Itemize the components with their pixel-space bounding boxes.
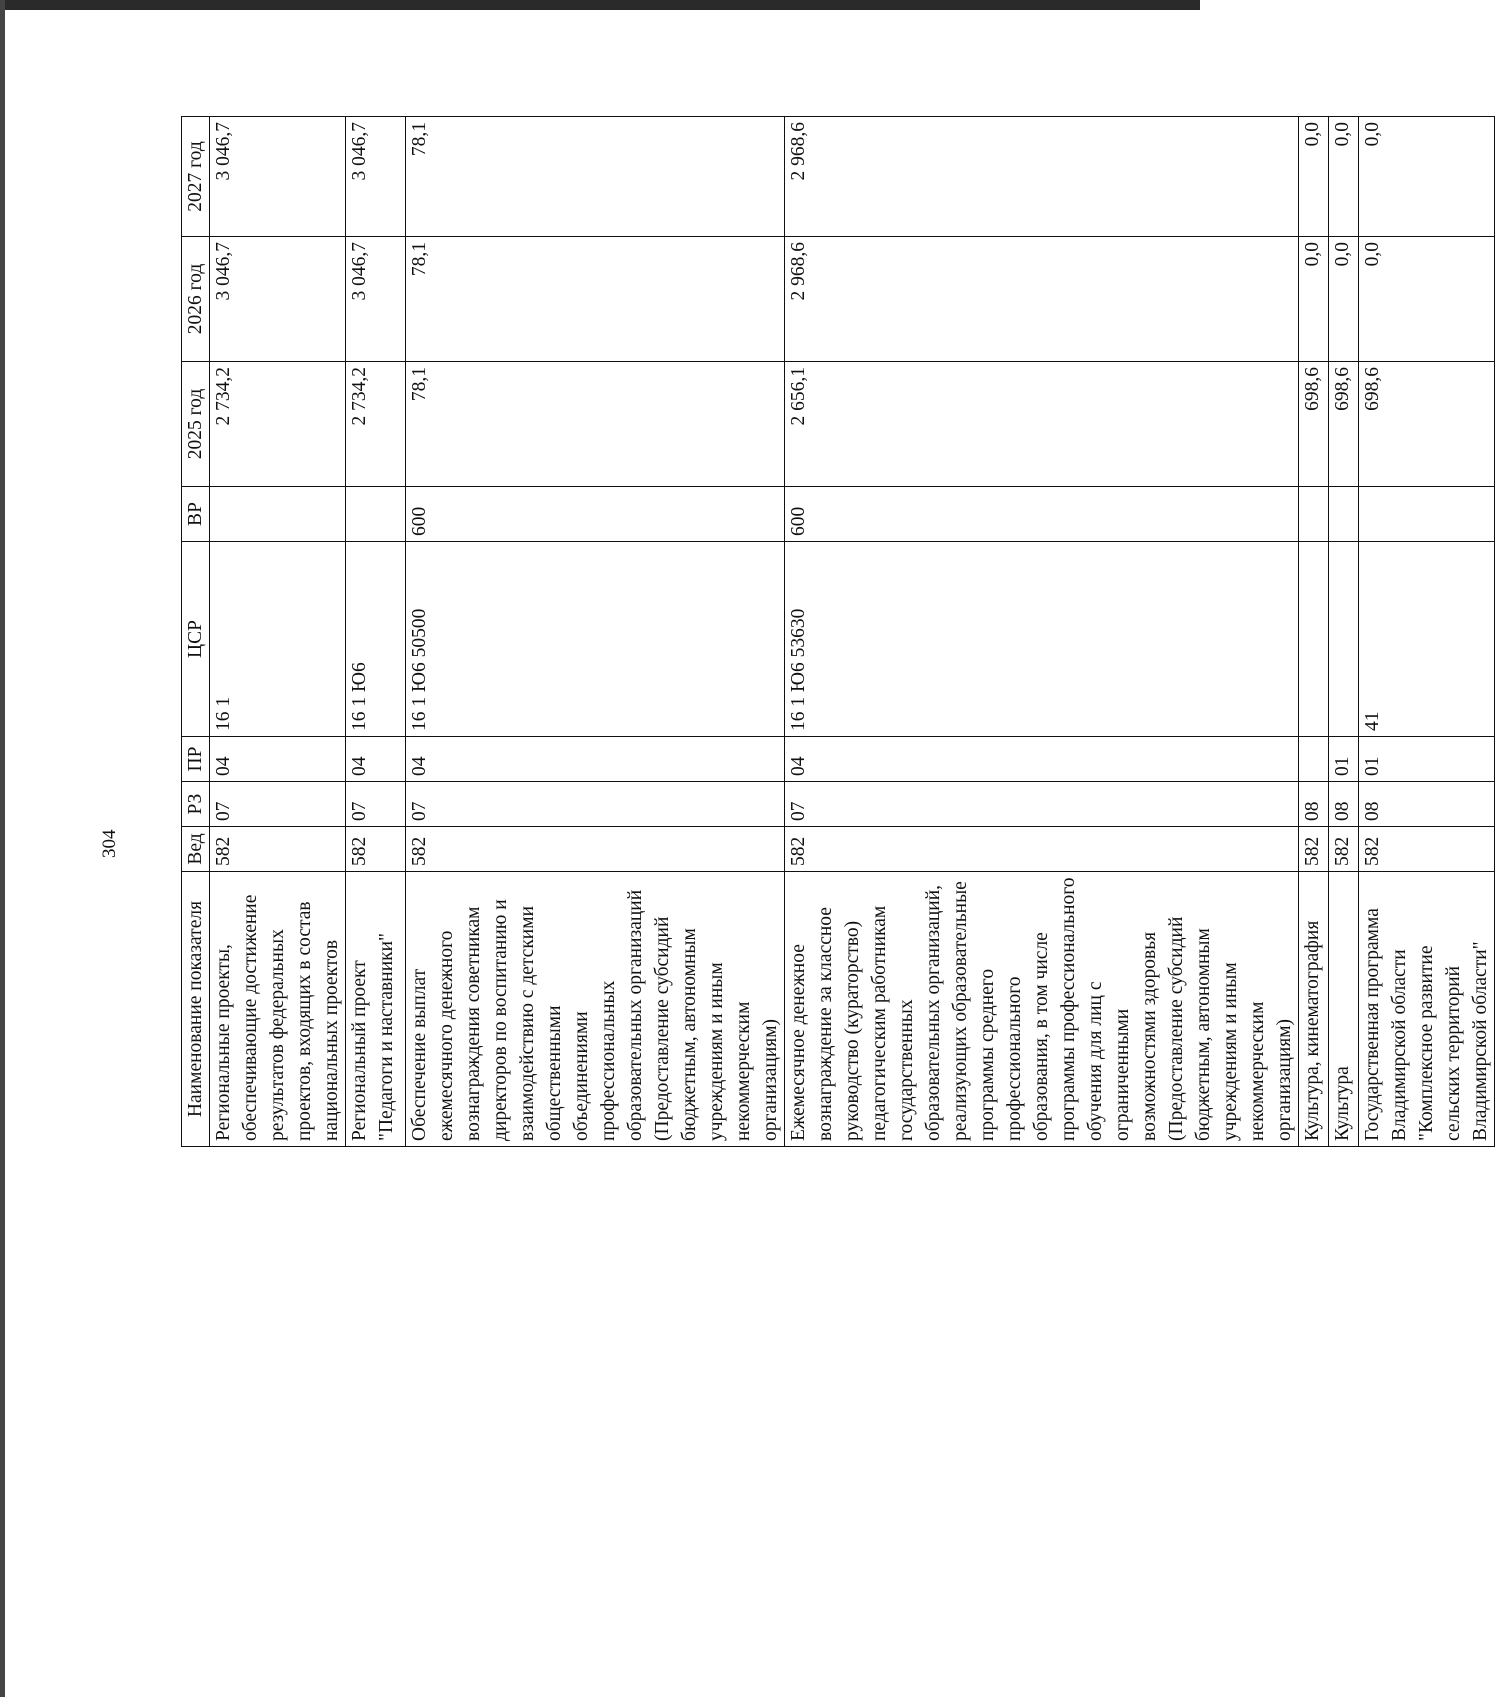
row-csr: 16 1 Ю6 50500 xyxy=(406,542,785,737)
row-value-2026: 2 968,6 xyxy=(785,237,1299,362)
row-rz: 07 xyxy=(210,782,346,827)
row-csr xyxy=(1299,542,1329,737)
row-ved: 582 xyxy=(785,827,1299,872)
header-pr: ПР xyxy=(182,737,210,782)
row-rz: 07 xyxy=(785,782,1299,827)
row-csr: 16 1 Ю6 xyxy=(346,542,406,737)
row-value-2026: 78,1 xyxy=(406,237,785,362)
row-vr xyxy=(1359,487,1495,542)
row-vr xyxy=(1329,487,1359,542)
row-ved: 582 xyxy=(210,827,346,872)
row-csr: 41 xyxy=(1359,542,1495,737)
row-value-2026: 0,0 xyxy=(1359,237,1495,362)
header-rz: РЗ xyxy=(182,782,210,827)
row-value-2027: 3 046,7 xyxy=(210,117,346,237)
table-header-row xyxy=(182,117,210,1147)
row-rz: 07 xyxy=(346,782,406,827)
row-pr: 01 xyxy=(1359,737,1495,782)
row-value-2027: 0,0 xyxy=(1299,117,1329,237)
row-name: Ежемесячное денежное вознаграждение за классное руководство (кураторство) педагогическим работникам государственных образовательных организаций, реализующих образовательные программы среднего профессионального образования, в том числе программы профессионального обучения для лиц с ограниченными возможностями здоровья (Предоставление субсидий бюджетным, автономным учреждениям и иным некоммерческим организациям) xyxy=(785,872,1299,1147)
row-csr: 16 1 xyxy=(210,542,346,737)
header-2025: 2025 год xyxy=(182,362,210,487)
header-ved: Вед xyxy=(182,827,210,872)
row-pr: 04 xyxy=(406,737,785,782)
scan-edge-top xyxy=(0,0,1200,10)
row-value-2025: 698,6 xyxy=(1359,362,1495,487)
row-name: Государственная программа Владимирской области "Комплексное развитие сельских территорий Владимирской области" xyxy=(1359,872,1495,1147)
row-value-2027: 0,0 xyxy=(1359,117,1495,237)
row-name: Региональные проекты, обеспечивающие достижение результатов федеральных проектов, входящих в состав национальных проектов xyxy=(210,872,346,1147)
row-value-2025: 2 656,1 xyxy=(785,362,1299,487)
row-value-2027: 78,1 xyxy=(406,117,785,237)
row-csr: 16 1 Ю6 53630 xyxy=(785,542,1299,737)
row-pr: 01 xyxy=(1329,737,1359,782)
rotated-table-container xyxy=(181,117,1491,1147)
row-pr: 04 xyxy=(210,737,346,782)
row-vr xyxy=(210,487,346,542)
row-value-2026: 0,0 xyxy=(1299,237,1329,362)
table-row xyxy=(1299,117,1329,1147)
row-rz: 08 xyxy=(1299,782,1329,827)
header-csr: ЦСР xyxy=(182,542,210,737)
row-value-2025: 698,6 xyxy=(1299,362,1329,487)
row-vr xyxy=(1299,487,1329,542)
row-rz: 08 xyxy=(1359,782,1495,827)
budget-table xyxy=(181,116,1495,1147)
row-value-2027: 2 968,6 xyxy=(785,117,1299,237)
row-value-2025: 698,6 xyxy=(1329,362,1359,487)
row-value-2025: 2 734,2 xyxy=(346,362,406,487)
row-vr: 600 xyxy=(785,487,1299,542)
table-row xyxy=(346,117,406,1147)
row-value-2026: 3 046,7 xyxy=(346,237,406,362)
row-ved: 582 xyxy=(1299,827,1329,872)
row-value-2025: 2 734,2 xyxy=(210,362,346,487)
row-name: Культура xyxy=(1329,872,1359,1147)
row-pr: 04 xyxy=(346,737,406,782)
row-rz: 07 xyxy=(406,782,785,827)
table-row xyxy=(1359,117,1495,1147)
table-row xyxy=(1329,117,1359,1147)
row-value-2027: 0,0 xyxy=(1329,117,1359,237)
page-number: 304 xyxy=(99,829,120,858)
header-name: Наименование показателя xyxy=(182,872,210,1147)
row-pr xyxy=(1299,737,1329,782)
row-vr xyxy=(346,487,406,542)
header-2027: 2027 год xyxy=(182,117,210,237)
row-csr xyxy=(1329,542,1359,737)
row-value-2027: 3 046,7 xyxy=(346,117,406,237)
table-row xyxy=(785,117,1299,1147)
row-vr: 600 xyxy=(406,487,785,542)
row-ved: 582 xyxy=(406,827,785,872)
row-name: Культура, кинематография xyxy=(1299,872,1329,1147)
row-ved: 582 xyxy=(1359,827,1495,872)
table-row xyxy=(210,117,346,1147)
table-row xyxy=(406,117,785,1147)
row-pr: 04 xyxy=(785,737,1299,782)
row-rz: 08 xyxy=(1329,782,1359,827)
row-value-2026: 3 046,7 xyxy=(210,237,346,362)
row-ved: 582 xyxy=(346,827,406,872)
row-name: Региональный проект "Педагоги и наставники" xyxy=(346,872,406,1147)
header-vr: ВР xyxy=(182,487,210,542)
row-value-2025: 78,1 xyxy=(406,362,785,487)
header-2026: 2026 год xyxy=(182,237,210,362)
row-name: Обеспечение выплат ежемесячного денежного вознаграждения советникам директоров по воспитанию и взаимодействию с детскими общественными объединениями профессиональных образовательных организаций (Предоставление субсидий бюджетным, автономным учреждениям и иным некоммерческим организациям) xyxy=(406,872,785,1147)
row-value-2026: 0,0 xyxy=(1329,237,1359,362)
scan-edge-left xyxy=(0,0,5,1697)
row-ved: 582 xyxy=(1329,827,1359,872)
